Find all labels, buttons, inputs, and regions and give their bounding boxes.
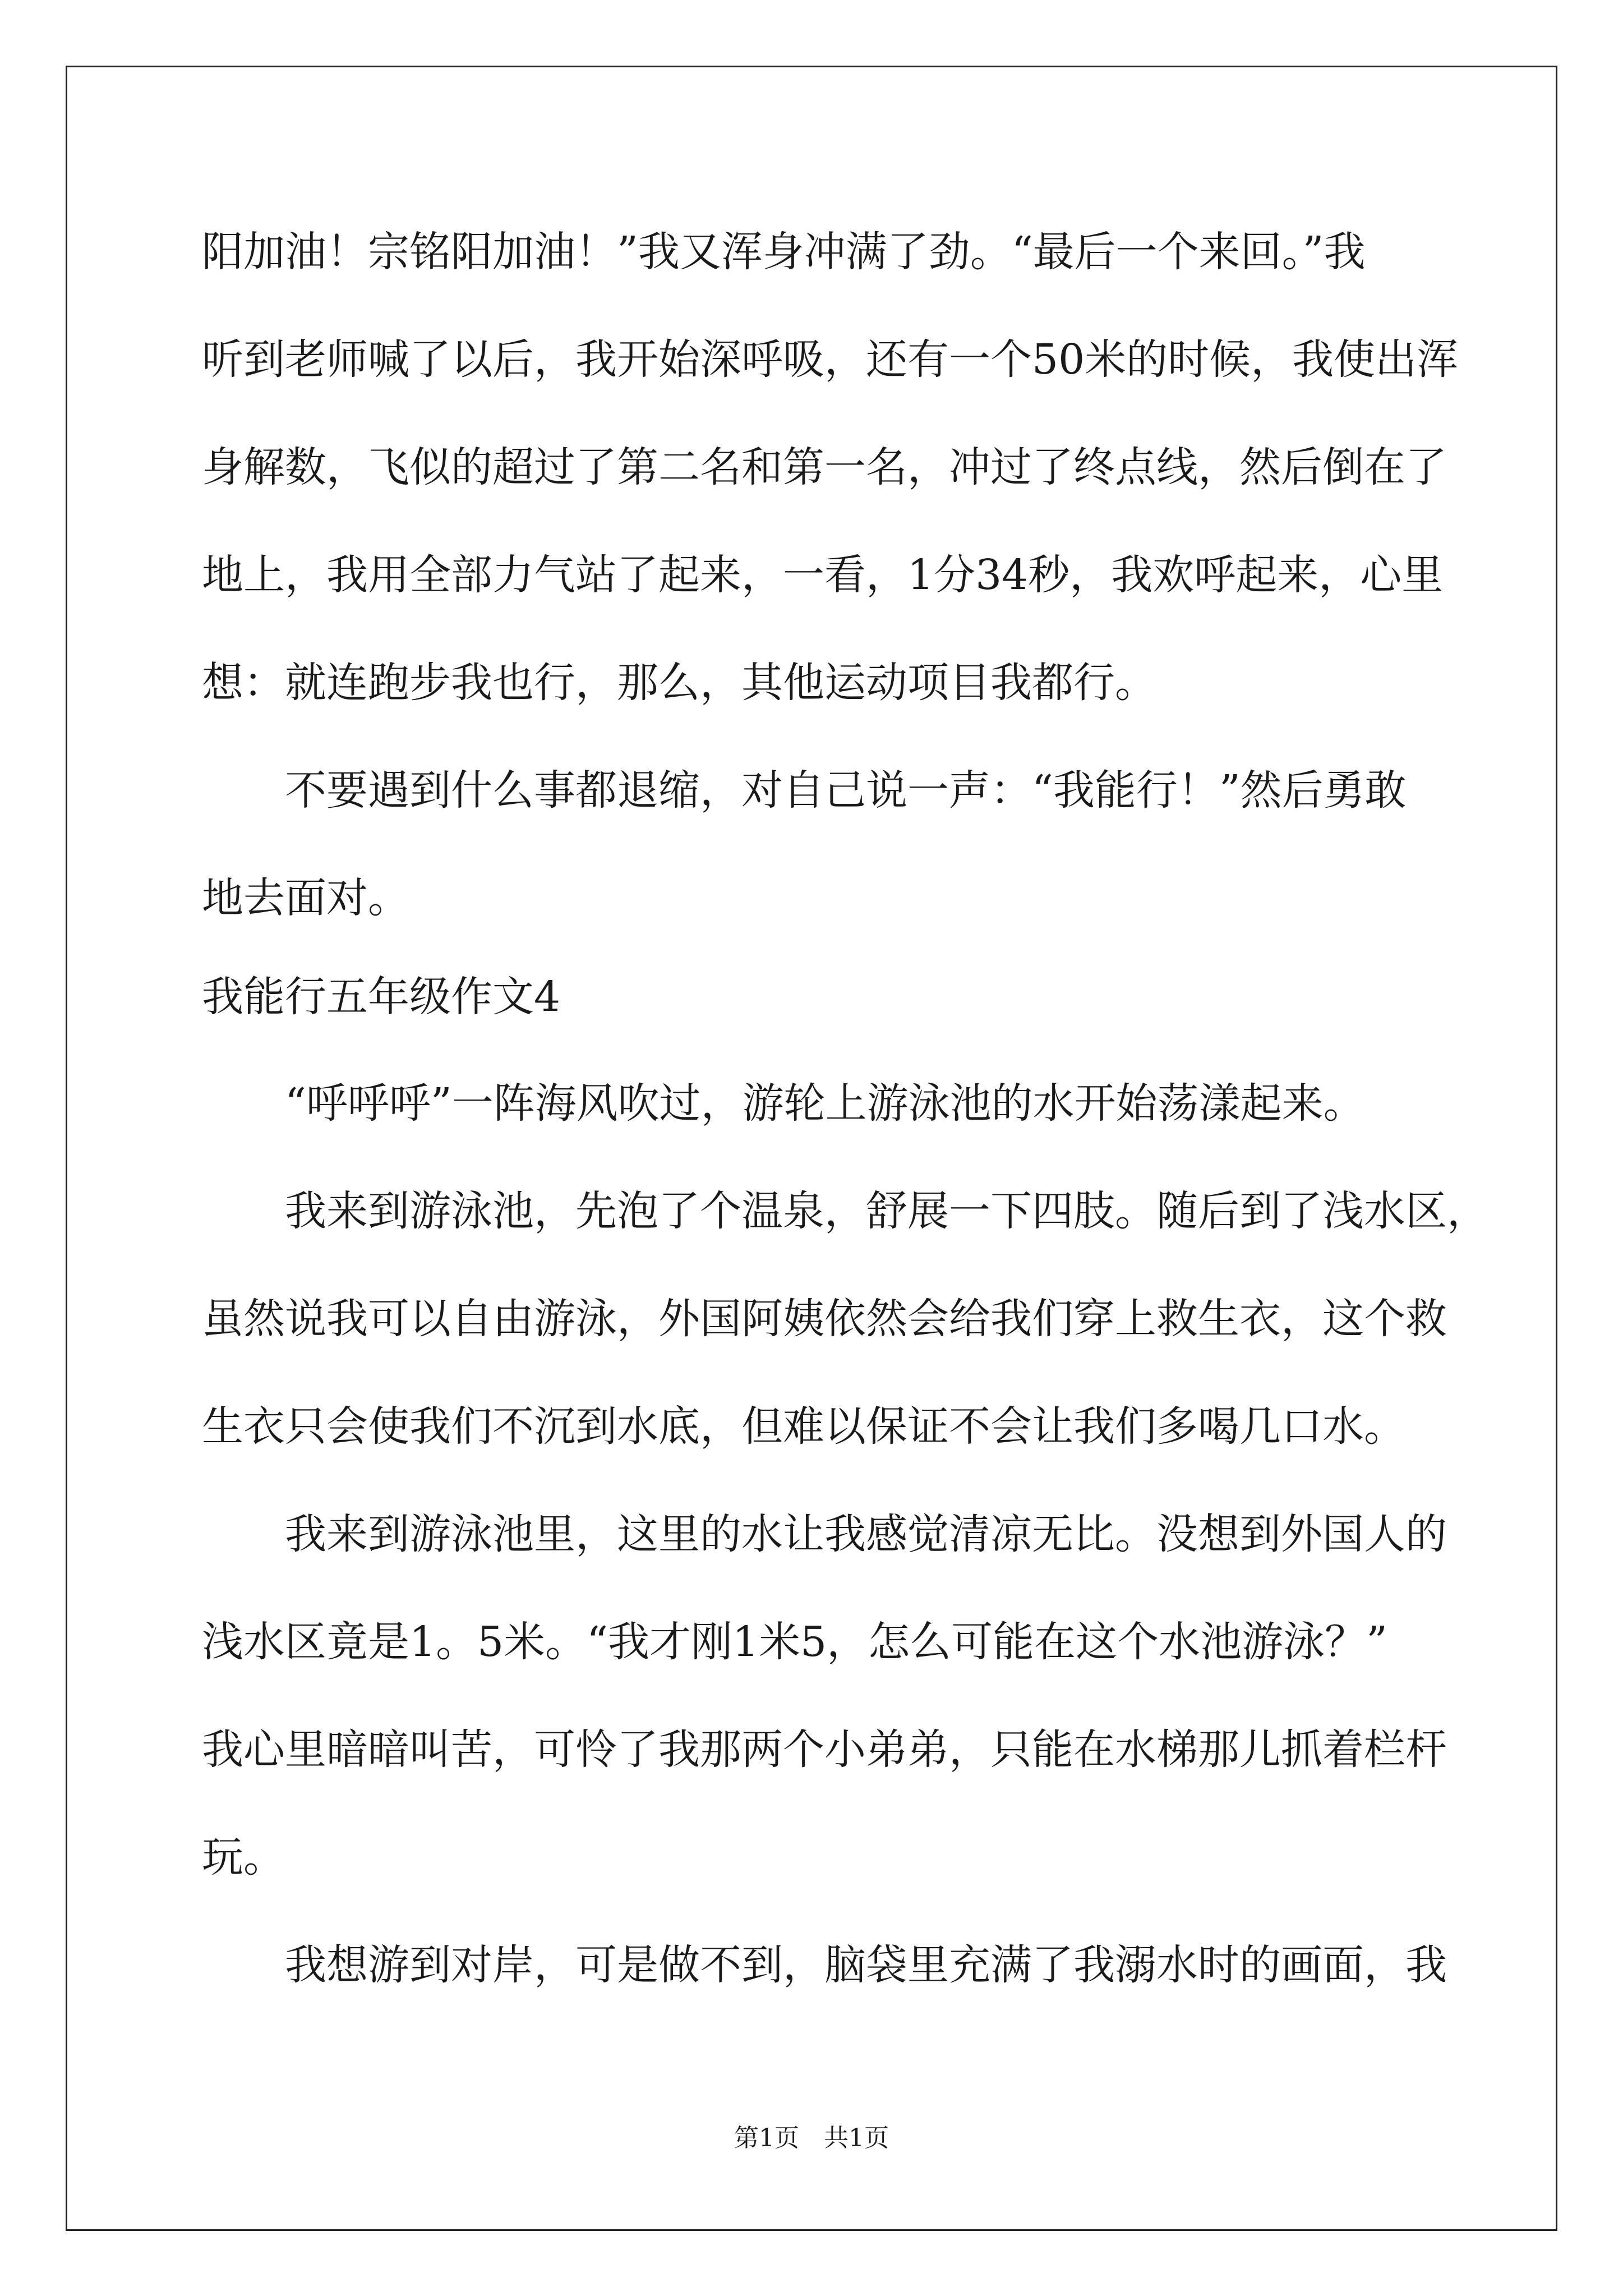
section-heading: 我能行五年级作文4: [202, 973, 561, 1021]
page-footer: 第1页 共1页: [734, 2124, 889, 2152]
text-line: 我来到游泳池，先泡了个温泉，舒展一下四肢。随后到了浅水区，: [285, 1187, 1488, 1235]
text-line: 生衣只会使我们不沉到水底，但难以保证不会让我们多喝几口水。: [202, 1402, 1405, 1451]
text-line: 阳加油！宗铭阳加油！”我又浑身冲满了劲。“最后一个来回。”我: [202, 228, 1366, 276]
text-line: 我想游到对岸，可是做不到，脑袋里充满了我溺水时的画面，我: [285, 1941, 1447, 1989]
text-line: 不要遇到什么事都退缩，对自己说一声：“我能行！”然后勇敢: [285, 766, 1407, 815]
text-line: 浅水区竟是1。5米。“我才刚1米5，怎么可能在这个水池游泳？”: [202, 1618, 1387, 1666]
text-line: “呼呼呼”一阵海风吹过，游轮上游泳池的水开始荡漾起来。: [285, 1079, 1365, 1128]
text-line: 地上，我用全部力气站了起来，一看，1分34秒，我欢呼起来，心里: [202, 551, 1444, 599]
text-line: 虽然说我可以自由游泳，外国阿姨依然会给我们穿上救生衣，这个救: [202, 1295, 1447, 1343]
text-line: 地去面对。: [202, 874, 409, 922]
text-line: 身解数，飞似的超过了第二名和第一名，冲过了终点线，然后倒在了: [202, 443, 1447, 491]
text-line: 听到老师喊了以后，我开始深呼吸，还有一个50米的时候，我使出浑: [202, 335, 1459, 384]
text-line: 想：就连跑步我也行，那么，其他运动项目我都行。: [202, 659, 1156, 707]
text-line: 我心里暗暗叫苦，可怜了我那两个小弟弟，只能在水梯那儿抓着栏杆: [202, 1726, 1447, 1774]
text-line: 我来到游泳池里，这里的水让我感觉清凉无比。没想到外国人的: [285, 1510, 1447, 1558]
text-line: 玩。: [202, 1833, 285, 1881]
page-border: [66, 66, 1557, 2231]
